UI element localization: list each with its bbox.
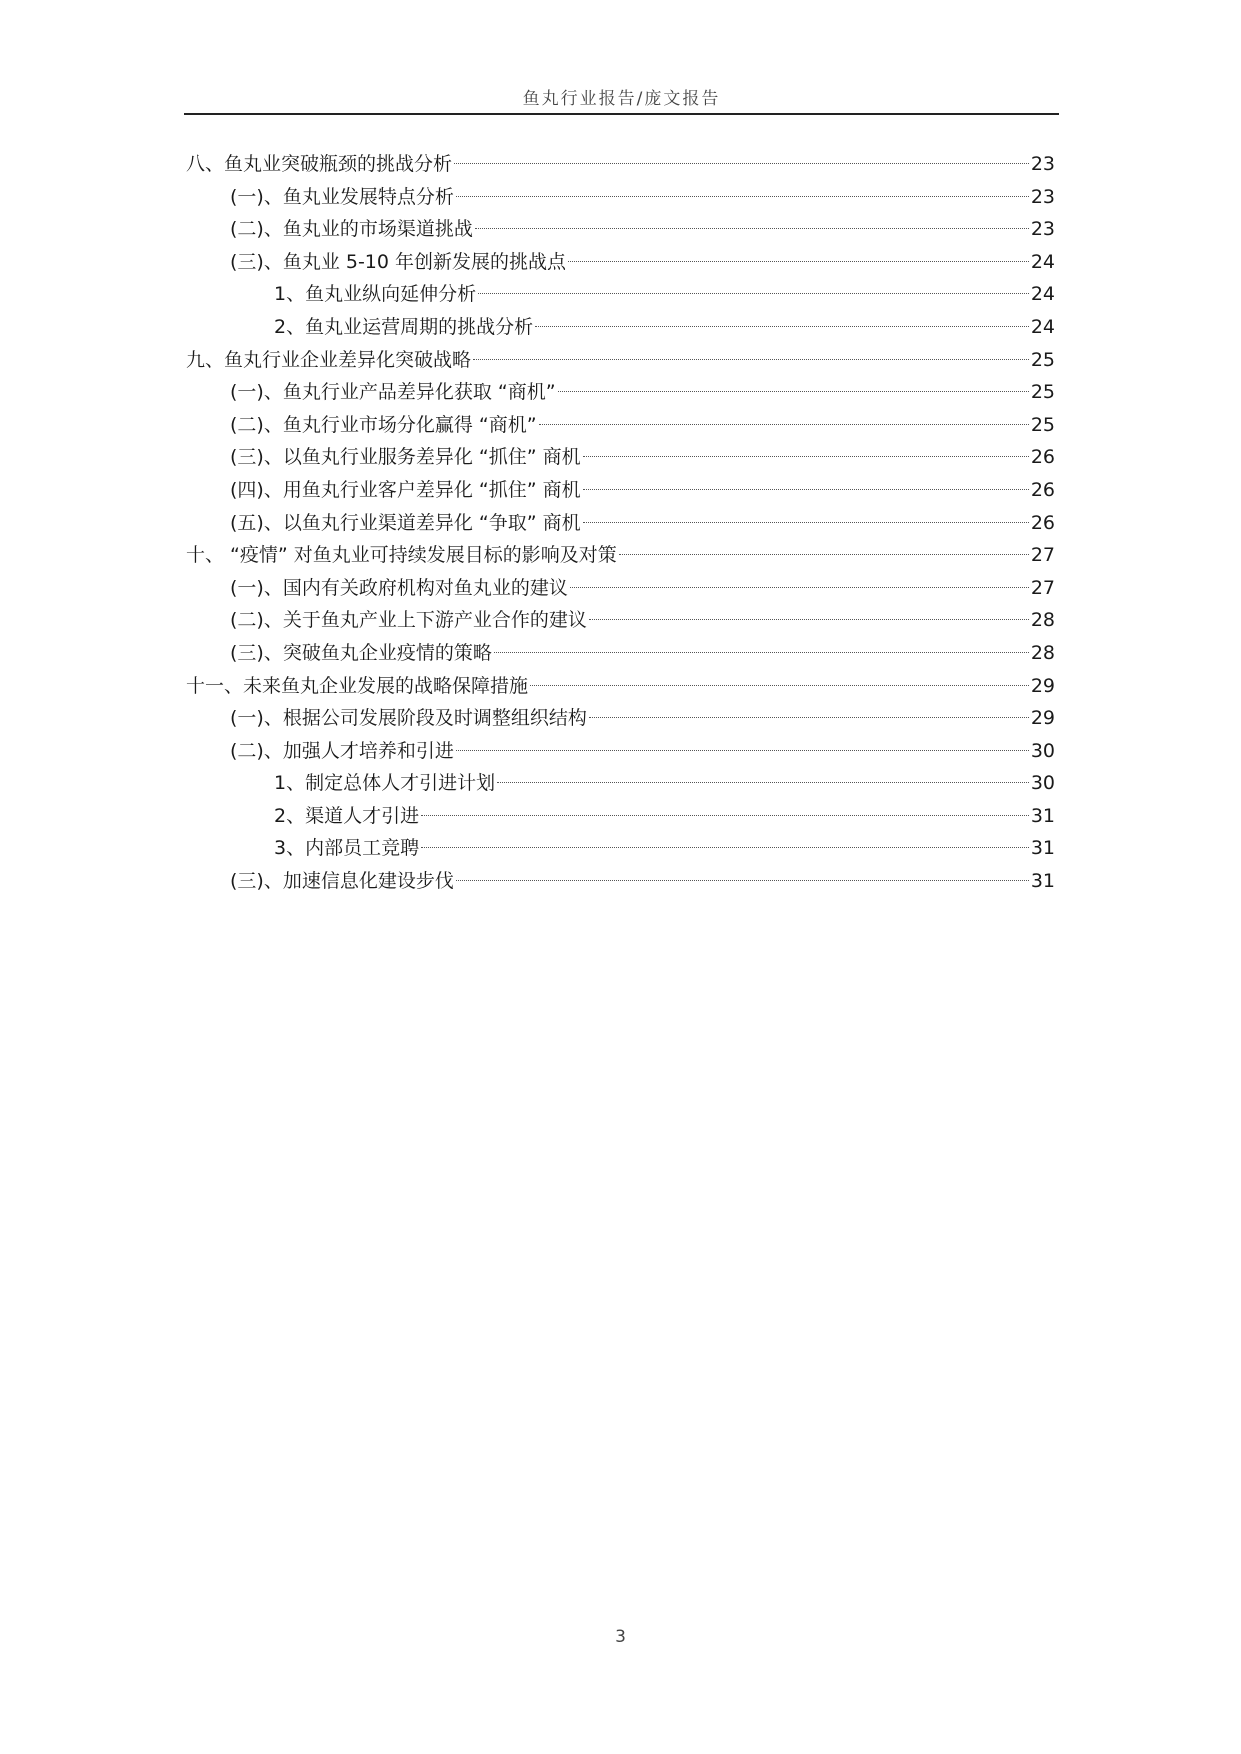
toc-entry[interactable] — [186, 507, 1055, 540]
toc-entry-page: 23 — [1030, 185, 1055, 208]
dot-leader — [589, 717, 1029, 718]
toc-entry-title: (三)、突破鱼丸企业疫情的策略 — [230, 641, 492, 664]
toc-entry[interactable] — [186, 865, 1055, 898]
toc-entry-title: 十一、未来鱼丸企业发展的战略保障措施 — [186, 674, 529, 697]
toc-entry-page: 26 — [1030, 511, 1055, 534]
toc-entry-page: 29 — [1030, 674, 1055, 697]
toc-entry[interactable] — [186, 213, 1055, 246]
dot-leader — [583, 489, 1029, 490]
toc-entry-title: (三)、以鱼丸行业服务差异化 “抓住” 商机 — [230, 446, 581, 469]
toc-entry[interactable] — [186, 539, 1055, 572]
toc-entry[interactable] — [186, 376, 1055, 409]
dot-leader — [619, 554, 1029, 555]
toc-entry[interactable] — [186, 800, 1055, 833]
dot-leader — [568, 261, 1029, 262]
toc-entry-page: 29 — [1030, 707, 1055, 730]
toc-entry[interactable] — [186, 441, 1055, 474]
dot-leader — [589, 619, 1029, 620]
toc-entry-title: 1、制定总体人才引进计划 — [274, 772, 496, 795]
dot-leader — [497, 782, 1029, 783]
page-number: 3 — [615, 1627, 626, 1647]
toc-entry[interactable] — [186, 181, 1055, 214]
dot-leader — [456, 880, 1029, 881]
dot-leader — [473, 359, 1029, 360]
toc-entry-title: (二)、关于鱼丸产业上下游产业合作的建议 — [230, 609, 587, 632]
dot-leader — [494, 652, 1029, 653]
dot-leader — [539, 424, 1029, 425]
dot-leader — [456, 196, 1029, 197]
toc-entry-title: (一)、鱼丸行业产品差异化获取 “商机” — [230, 381, 556, 404]
toc-entry[interactable] — [186, 311, 1055, 344]
toc-entry-title: (一)、鱼丸业发展特点分析 — [230, 185, 454, 208]
toc-entry[interactable] — [186, 637, 1055, 670]
toc-entry-page: 24 — [1030, 283, 1055, 306]
toc-entry[interactable] — [186, 246, 1055, 279]
toc-entry-page: 27 — [1030, 576, 1055, 599]
dot-leader — [570, 587, 1029, 588]
toc-entry-title: 2、鱼丸业运营周期的挑战分析 — [274, 315, 534, 338]
toc-entry-page: 25 — [1030, 381, 1055, 404]
toc-entry-page: 25 — [1030, 413, 1055, 436]
toc-entry[interactable] — [186, 767, 1055, 800]
dot-leader — [454, 163, 1029, 164]
toc-entry-page: 24 — [1030, 315, 1055, 338]
toc-entry-page: 31 — [1030, 870, 1055, 893]
dot-leader — [558, 391, 1029, 392]
toc-entry-page: 30 — [1030, 739, 1055, 762]
toc-entry-title: 十、 “疫情” 对鱼丸业可持续发展目标的影响及对策 — [186, 544, 617, 567]
toc-entry-page: 25 — [1030, 348, 1055, 371]
dot-leader — [583, 522, 1029, 523]
toc-entry-page: 27 — [1030, 544, 1055, 567]
dot-leader — [421, 815, 1029, 816]
dot-leader — [475, 228, 1029, 229]
toc-entry-title: 2、渠道人才引进 — [274, 804, 420, 827]
toc-entry-page: 26 — [1030, 478, 1055, 501]
toc-entry-title: (二)、加强人才培养和引进 — [230, 739, 454, 762]
toc-entry-page: 23 — [1030, 153, 1055, 175]
header-divider — [184, 113, 1059, 115]
toc-entry-title: 八、鱼丸业突破瓶颈的挑战分析 — [186, 153, 453, 175]
toc-entry-title: (一)、根据公司发展阶段及时调整组织结构 — [230, 707, 587, 730]
running-header: 鱼丸行业报告/庞文报告 — [522, 89, 721, 109]
toc-entry-title: (四)、用鱼丸行业客户差异化 “抓住” 商机 — [230, 478, 581, 501]
toc-entry-title: (五)、以鱼丸行业渠道差异化 “争取” 商机 — [230, 511, 581, 534]
toc-entry[interactable] — [186, 670, 1055, 703]
toc-entry[interactable] — [186, 572, 1055, 605]
toc-entry[interactable] — [186, 344, 1055, 377]
dot-leader — [478, 293, 1029, 294]
toc-entry[interactable] — [186, 735, 1055, 768]
toc-entry[interactable] — [186, 278, 1055, 311]
toc-entry-page: 28 — [1030, 641, 1055, 664]
toc-entry-page: 26 — [1030, 446, 1055, 469]
toc-entry-title: (二)、鱼丸业的市场渠道挑战 — [230, 218, 473, 241]
toc-entry-title: (一)、国内有关政府机构对鱼丸业的建议 — [230, 576, 568, 599]
toc-entry-title: (三)、加速信息化建设步伐 — [230, 870, 454, 893]
toc-entry-title: 九、鱼丸行业企业差异化突破战略 — [186, 348, 472, 371]
toc-entry[interactable] — [186, 832, 1055, 865]
toc-entry-page: 28 — [1030, 609, 1055, 632]
toc-entry[interactable] — [186, 474, 1055, 507]
dot-leader — [421, 847, 1029, 848]
dot-leader — [535, 326, 1029, 327]
toc-entry-page: 30 — [1030, 772, 1055, 795]
toc-entry-title: 3、内部员工竞聘 — [274, 837, 420, 860]
toc-entry[interactable] — [186, 148, 1055, 181]
toc-entry-title: 1、鱼丸业纵向延伸分析 — [274, 283, 477, 306]
toc-entry[interactable] — [186, 409, 1055, 442]
toc-entry-page: 31 — [1030, 837, 1055, 860]
toc-entry-title: (二)、鱼丸行业市场分化赢得 “商机” — [230, 413, 537, 436]
toc-entry[interactable] — [186, 604, 1055, 637]
toc-entry-page: 31 — [1030, 804, 1055, 827]
dot-leader — [530, 685, 1029, 686]
toc-entry-page: 24 — [1030, 250, 1055, 273]
dot-leader — [583, 456, 1029, 457]
toc-entry-title: (三)、鱼丸业 5-10 年创新发展的挑战点 — [230, 250, 567, 273]
table-of-contents — [186, 148, 1055, 898]
dot-leader — [456, 750, 1029, 751]
toc-entry[interactable] — [186, 702, 1055, 735]
toc-entry-page: 23 — [1030, 218, 1055, 241]
